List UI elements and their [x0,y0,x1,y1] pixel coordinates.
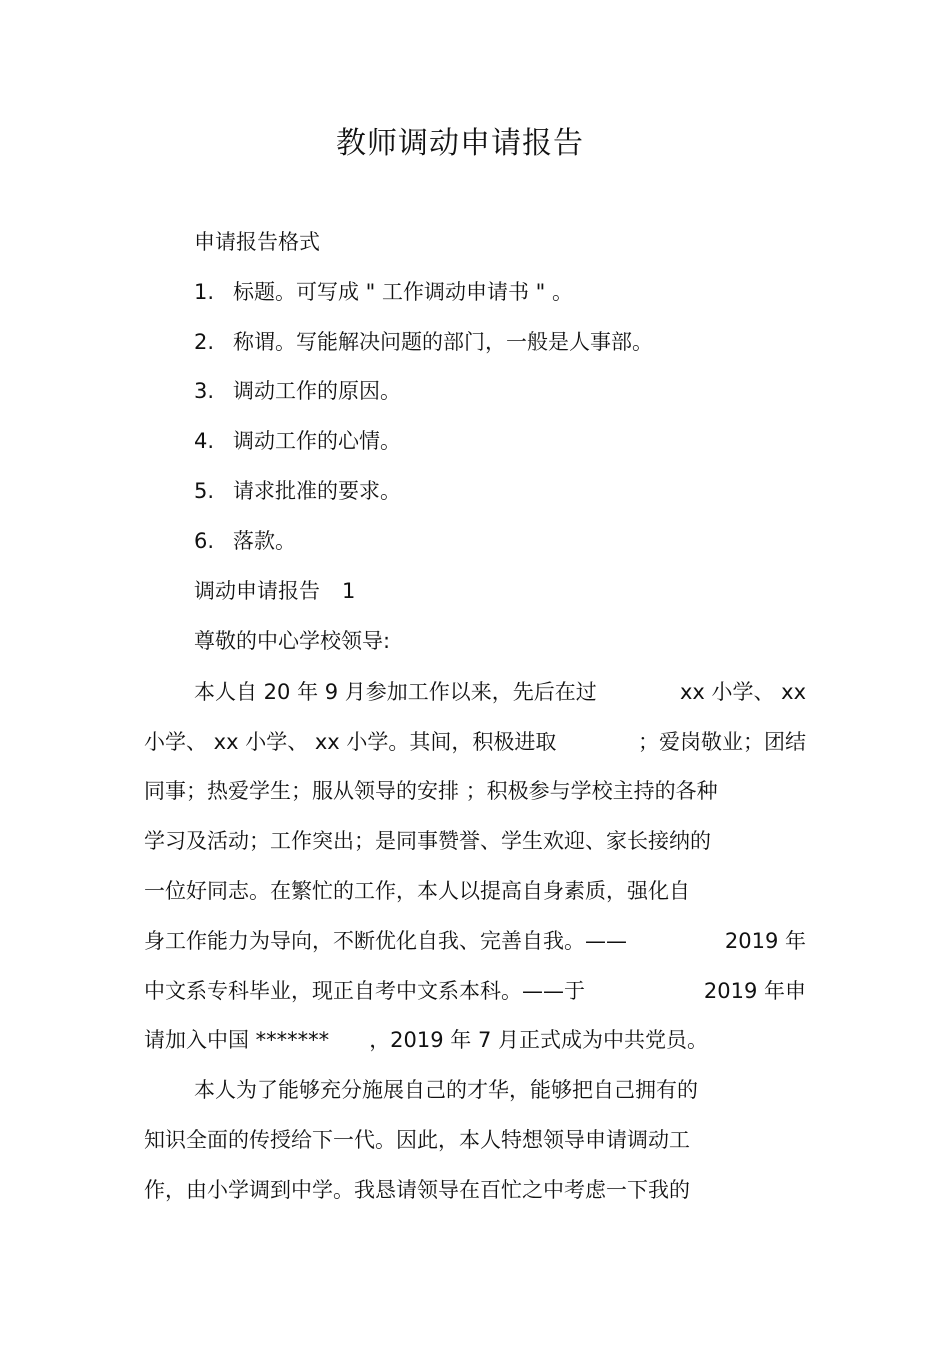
format-item-number: 5. [194,479,215,503]
para1-line-2-b: ；爱岗敬业；团结 [638,730,806,754]
para1-line-4: 学习及活动；工作突出；是同事赞誉、学生欢迎、家长接纳的 [144,829,711,853]
para1-line-1-b: xx 小学、 xx [679,680,806,704]
format-item-text: 请求批准的要求。 [233,479,401,503]
format-item-text: 调动工作的原因。 [233,379,401,403]
format-item-text: 标题。可写成 " 工作调动申请书 " 。 [233,280,574,304]
para1-line-8 [144,1025,708,1055]
para1-line-6-a: 身工作能力为导向，不断优化自我、完善自我。—— [144,929,627,953]
para2-line-2: 知识全面的传授给下一代。因此，本人特想领导申请调动工 [144,1128,690,1152]
format-item-number: 2. [194,330,215,354]
para1-line-6 [144,926,806,956]
format-item-1 [194,277,573,307]
format-item-number: 4. [194,429,215,453]
para1-line-6-b: 2019 年 [724,929,806,953]
para1-line-1 [194,677,806,707]
para1-line-8-b: ，2019 年 7 月正式成为中共党员。 [369,1028,709,1052]
format-item-3 [194,376,401,406]
report-heading [194,576,355,606]
format-item-text: 称谓。写能解决问题的部门，一般是人事部。 [233,330,653,354]
format-item-4 [194,426,401,456]
format-heading: 申请报告格式 [194,230,320,254]
para1-line-7-b: 2019 年申 [703,979,806,1003]
format-item-text: 调动工作的心情。 [233,429,401,453]
para2-line-1: 本人为了能够充分施展自己的才华，能够把自己拥有的 [194,1078,698,1102]
para1-line-7 [144,976,806,1006]
para1-line-3: 同事；热爱学生；服从领导的安排 ；积极参与学校主持的各种 [144,779,718,803]
para1-line-1-a: 本人自 20 年 9 月参加工作以来，先后在过 [194,680,597,704]
para2-line-3: 作，由小学调到中学。我恳请领导在百忙之中考虑一下我的 [144,1178,690,1202]
format-item-number: 3. [194,379,215,403]
para1-line-5: 一位好同志。在繁忙的工作，本人以提高自身素质，强化自 [144,879,690,903]
format-item-number: 1. [194,280,215,304]
report-heading-text: 调动申请报告 [194,579,320,603]
para1-line-2-a: 小学、 xx 小学、 xx 小学。其间，积极进取 [144,730,557,754]
salutation: 尊敬的中心学校领导: [194,629,391,653]
format-item-2 [194,327,653,357]
format-item-6 [194,526,296,556]
para1-line-2 [144,727,806,757]
format-item-5 [194,476,401,506]
format-item-text: 落款。 [233,529,296,553]
para1-line-8-a: 请加入中国 ******* [144,1028,330,1052]
document-title: 教师调动申请报告 [336,126,584,161]
report-heading-number: 1 [342,579,356,603]
format-item-number: 6. [194,529,215,553]
para1-line-7-a: 中文系专科毕业，现正自考中文系本科。——于 [144,979,585,1003]
